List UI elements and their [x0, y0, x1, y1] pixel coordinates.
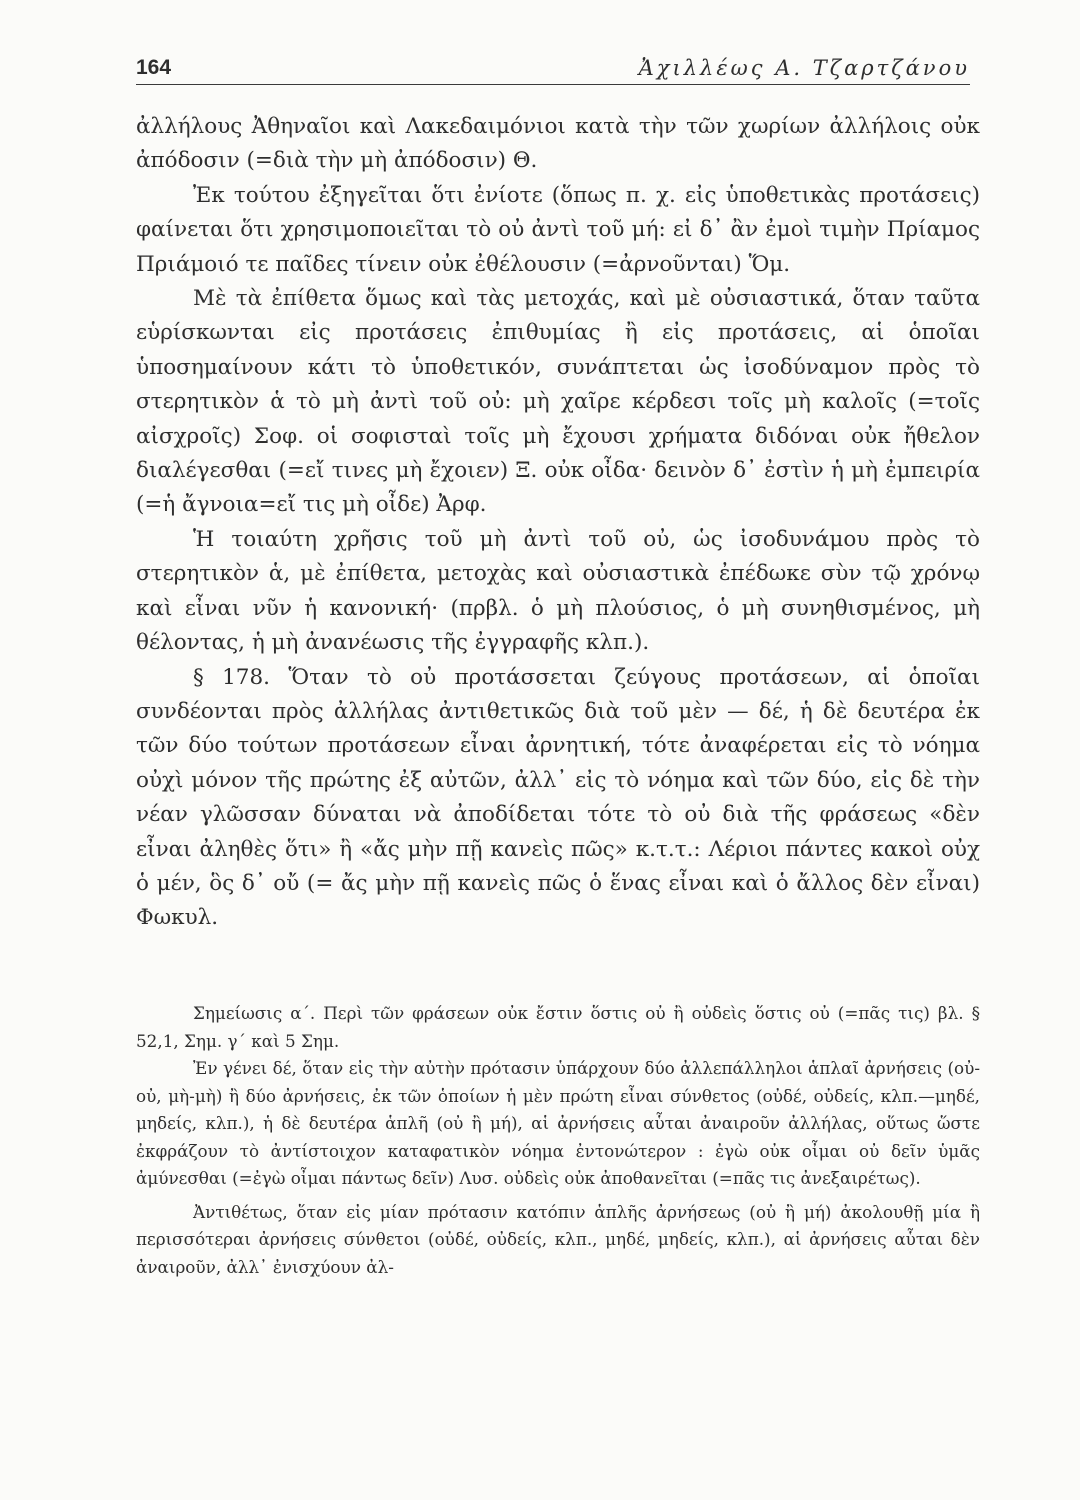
note-paragraph: Σημείωσις α΄. Περὶ τῶν φράσεων οὐκ ἔστιν ὅστις οὐ ἢ οὐδεὶς ὅστις οὐ (=πᾶς τις) βλ. § 52,1, Σημ. γ΄ καὶ 5 Σημ. [136, 1003, 980, 1051]
note-paragraph: Ἐν γένει δέ, ὅταν εἰς τὴν αὐτὴν πρότασιν ὑπάρχουν δύο ἀλλεπάλληλοι ἁπλαῖ ἀρνήσεις (οὐ-οὐ, μὴ-μὴ) ἢ δύο ἀρνήσεις, ἐκ τῶν ὁποίων ἡ μὲν πρώτη εἶναι σύνθετος (οὐδέ, οὐδείς, κλπ.—μηδέ, μηδείς, κλπ.), ἡ δὲ δευτέρα ἁπλῆ (οὐ ἢ μή), αἱ ἀρνήσεις αὗται ἀναιροῦν ἀλλήλας, οὕτως ὥστε ἐκφράζουν τὸ ἀντίστοιχον καταφατικὸν νόημα ἐντονώτερον : ἐγὼ οὐκ οἶμαι οὐ δεῖν ὑμᾶς ἀμύνεσθαι (=ἐγὼ οἶμαι πάντως δεῖν) Λυσ. οὐδεὶς οὐκ ἀποθανεῖται (=πᾶς τις ἀνεξαιρέτως). [136, 1058, 980, 1188]
paragraph: Ἐκ τούτου ἐξηγεῖται ὅτι ἐνίοτε (ὅπως π. χ. εἰς ὑποθετικὰς προτάσεις) φαίνεται ὅτι χρησιμοποιεῖται τὸ οὐ ἀντὶ τοῦ μή: εἰ δ᾽ ἂν ἐμοὶ τιμὴν Πρίαμος Πριάμοιό τε παῖδες τίνειν οὐκ ἐθέλουσιν (=ἀρνοῦνται) Ὅμ. [136, 182, 980, 277]
section-178-paragraph: § 178. Ὅταν τὸ οὐ προτάσσεται ζεύγους προτάσεων, αἱ ὁποῖαι συνδέονται πρὸς ἀλλήλας ἀντιθετικῶς διὰ τοῦ μὲν — δέ, ἡ δὲ δευτέρα ἐκ τῶν δύο τούτων προτάσεων εἶναι ἀρνητική, τότε ἀναφέρεται εἰς τὸ νόημα οὐχὶ μόνον τῆς πρώτης ἐξ αὐτῶν, ἀλλ᾽ εἰς τὸ νόημα καὶ τῶν δύο, εἰς δὲ τὴν νέαν γλῶσσαν δύναται νὰ ἀποδίδεται τότε τὸ οὐ διὰ τῆς φράσεως «δὲν εἶναι ἀληθὲς ὅτι» ἢ «ἄς μὴν πῇ κανεὶς πῶς» κ.τ.τ.: Λέριοι πάντες κακοὶ οὐχ ὁ μέν, ὃς δ᾽ οὔ (= ἄς μὴν πῇ κανεὶς πῶς ὁ ἕνας εἶναι καὶ ὁ ἄλλος δὲν εἶναι) Φωκυλ. [136, 664, 980, 931]
paragraph: Μὲ τὰ ἐπίθετα ὅμως καὶ τὰς μετοχάς, καὶ μὲ οὐσιαστικά, ὅταν ταῦτα εὑρίσκωνται εἰς προτάσεις ἐπιθυμίας ἢ εἰς προτάσεις, αἱ ὁποῖαι ὑποσημαίνουν κάτι τὸ ὑποθετικόν, συνάπτεται ὡς ἰσοδύναμον πρὸς τὸ στερητικὸν ἁ τὸ μὴ ἀντὶ τοῦ οὐ: μὴ χαῖρε κέρδεσι τοῖς μὴ καλοῖς (=τοῖς αἰσχροῖς) Σοφ. οἱ σοφισταὶ τοῖς μὴ ἔχουσι χρήματα διδόναι οὐκ ἤθελον διαλέγεσθαι (=εἴ τινες μὴ ἔχοιεν) Ξ. οὐκ οἶδα· δεινὸν δ᾽ ἐστὶν ἡ μὴ ἐμπειρία (=ἡ ἄγνοια=εἴ τις μὴ οἶδε) Ἀρφ. [136, 286, 980, 518]
running-title: Ἀχιλλέως Α. Τζαρτζάνου [638, 56, 970, 80]
notes-section [136, 1000, 980, 1281]
note-paragraph: Ἀντιθέτως, ὅταν εἰς μίαν πρότασιν κατόπιν ἁπλῆς ἀρνήσεως (οὐ ἢ μή) ἀκολουθῇ μία ἢ περισσότεραι ἀρνήσεις σύνθετοι (οὐδέ, οὐδείς, κλπ., μηδέ, μηδείς, κλπ.), αἱ ἀρνήσεις αὗται δὲν ἀναιροῦν, ἀλλ᾽ ἐνισχύουν ἀλ- [136, 1201, 980, 1277]
page-number: 164 [136, 56, 172, 79]
paragraph: Ἡ τοιαύτη χρῆσις τοῦ μὴ ἀντὶ τοῦ οὐ, ὡς ἰσοδυνάμου πρὸς τὸ στερητικὸν ἁ, μὲ ἐπίθετα, μετοχὰς καὶ οὐσιαστικὰ ἐπέδωκε σὺν τῷ χρόνῳ καὶ εἶναι νῦν ἡ κανονική· (πρβλ. ὁ μὴ πλούσιος, ὁ μὴ συνηθισμένος, μὴ θέλοντας, ἡ μὴ ἀνανέωσις τῆς ἐγγραφῆς κλπ.). [136, 526, 980, 656]
main-text [136, 110, 980, 936]
page-header [136, 44, 970, 85]
paragraph-continuation: ἀλλήλους Ἀθηναῖοι καὶ Λακεδαιμόνιοι κατὰ τὴν τῶν χωρίων ἀλλήλοις οὐκ ἀπόδοσιν (=διὰ τὴν μὴ ἀπόδοσιν) Θ. [136, 114, 980, 174]
